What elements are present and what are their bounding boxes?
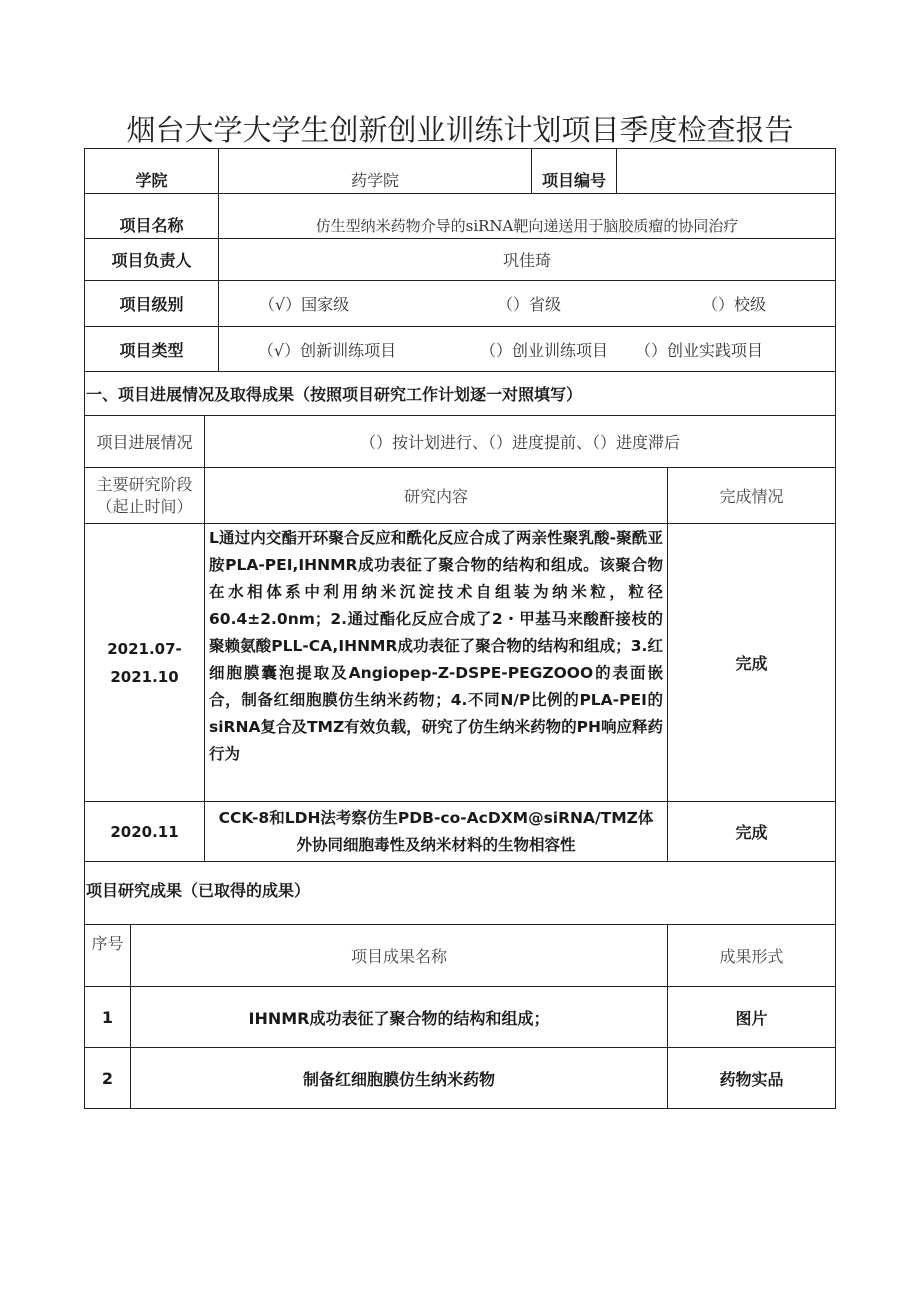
progress-row-content: L通过内交酯开环聚合反应和酰化反应合成了两亲性聚乳酸-聚酰亚胺PLA-PEI,IHNMR成功表征了聚合物的结构和组成。该聚合物在水相体系中利用纳米沉淀技术自组装为纳米粒，粒径60.4±2.0nm；2.通过酯化反应合成了2・甲基马来酸酐接枝的聚赖氨酸PLL-CA,IHNMR成功表征了聚合物的结构和组成；3.红细胞膜囊泡提取及Angiopep-Z-DSPE-PEGZOOO的表面嵌合，制备红细胞膜仿生纳米药物；4.不同N/P比例的PLA-PEI的siRNA复合及TMZ有效负载，研究了仿生纳米药物的PH响应释药行为 [209,529,664,763]
college-row [84,148,836,193]
level-row [84,280,836,326]
type-options [218,327,835,371]
result-row-no: 2 [101,1068,114,1088]
results-section-title: 项目研究成果（已取得的成果） [86,880,311,900]
type-row [84,326,836,371]
result-row-name: IHNMR成功表征了聚合物的结构和组成； [130,987,667,1047]
level-option-school[interactable]: （）校级 [701,295,766,314]
col-stage-line2: （起止时间） [96,496,193,516]
level-option-national[interactable]: （√）国家级 [258,295,350,314]
type-option-entrepreneurship-practice[interactable]: （）创业实践项目 [634,340,763,360]
result-row [84,986,836,1047]
col-completion-header: 完成情况 [667,468,835,523]
level-options [218,281,835,326]
type-option-entrepreneurship-training[interactable]: （）创业训练项目 [479,340,608,360]
project-name-row [84,193,836,238]
progress-section-row [84,371,836,415]
project-name-value: 仿生型纳米药物介导的siRNA靶向递送用于脑胶质瘤的协同治疗 [218,194,835,238]
type-option-innovation[interactable]: （√）创新训练项目 [257,340,397,360]
progress-row-period: 2021.07-2021.10 [107,639,182,686]
progress-row-status: 完成 [667,524,835,801]
results-section-row [84,861,836,924]
level-label: 项目级别 [119,295,184,314]
progress-row [84,523,836,801]
progress-row-content: CCK-8和LDH法考察仿生PDB-co-AcDXM@siRNA/TMZ体外协同细胞毒性及纳米材料的生物相容性 [218,808,654,854]
progress-row [84,801,836,861]
result-row [84,1047,836,1109]
result-row-name: 制备红细胞膜仿生纳米药物 [130,1048,667,1108]
col-stage-line1: 主要研究阶段 [96,474,193,494]
result-row-form: 图片 [667,987,835,1047]
project-number-label: 项目编号 [531,149,616,193]
progress-row-period: 2020.11 [110,822,179,841]
progress-status-row [84,415,836,467]
leader-value: 巩佳琦 [218,239,835,280]
col-form-header: 成果形式 [667,925,835,986]
report-table [84,148,836,1109]
col-name-header: 项目成果名称 [130,925,667,986]
level-option-provincial[interactable]: （）省级 [496,295,561,314]
progress-row-content-cell [204,524,667,801]
progress-header-row [84,467,836,523]
college-label: 学院 [135,171,168,190]
col-no-header: 序号 [91,934,124,953]
college-value: 药学院 [218,149,531,193]
progress-status-options[interactable]: （）按计划进行、（）进度提前、（）进度滞后 [204,416,835,467]
type-label: 项目类型 [119,340,184,360]
progress-row-status: 完成 [667,802,835,861]
progress-status-label: 项目进展情况 [96,433,193,452]
leader-row [84,238,836,280]
project-name-label: 项目名称 [119,216,184,235]
project-number-value[interactable] [616,149,835,193]
report-title: 烟台大学大学生创新创业训练计划项目季度检查报告 [126,113,794,147]
result-row-no: 1 [101,1007,114,1027]
progress-row-content-cell [204,802,667,861]
results-header-row [84,924,836,986]
leader-label: 项目负责人 [111,251,192,270]
col-stage-header [85,468,204,523]
col-content-header: 研究内容 [204,468,667,523]
result-row-form: 药物实品 [667,1048,835,1108]
progress-section-title: 一、项目进展情况及取得成果（按照项目研究工作计划逐一对照填写） [86,385,583,404]
